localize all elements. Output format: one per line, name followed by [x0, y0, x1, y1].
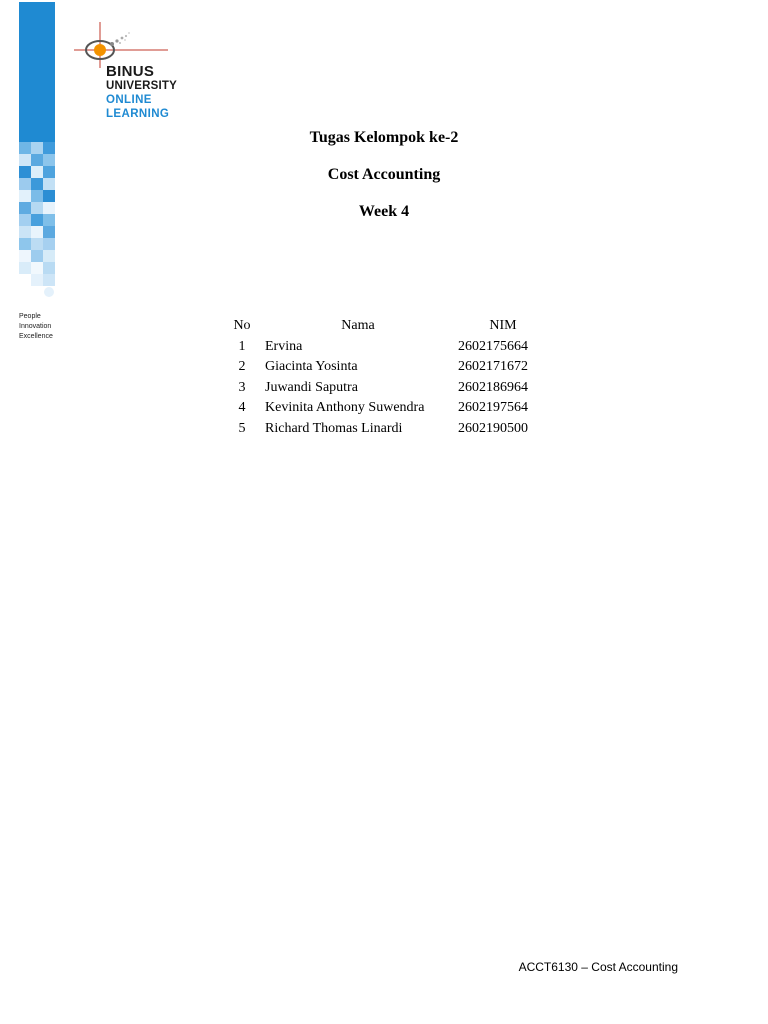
member-name: Giacinta Yosinta — [265, 359, 358, 375]
brand-tagline — [19, 312, 53, 342]
tagline-line-3: Excellence — [19, 333, 53, 340]
tagline-line-1: People — [19, 313, 41, 320]
member-no: 3 — [238, 379, 246, 395]
brand-sidebar-band — [19, 2, 55, 142]
logo-online-text: ONLINE — [106, 94, 152, 106]
logo-binus-text: BINUS — [106, 63, 155, 80]
table-row — [226, 398, 548, 419]
course-title: Cost Accounting — [327, 166, 441, 183]
member-no: 2 — [238, 359, 246, 375]
member-name: Richard Thomas Linardi — [265, 420, 403, 436]
table-row — [226, 378, 548, 399]
member-nim: 2602171672 — [458, 359, 528, 375]
member-no: 4 — [238, 400, 246, 416]
table-header-row — [226, 316, 548, 337]
binus-logo — [72, 20, 182, 125]
table-row — [226, 357, 548, 378]
page-footer-course-code: ACCT6130 – Cost Accounting — [518, 960, 678, 974]
table-row — [226, 419, 548, 440]
logo-learning-text: LEARNING — [106, 108, 170, 120]
member-no: 1 — [238, 338, 246, 354]
table-row — [226, 337, 548, 358]
member-name: Juwandi Saputra — [265, 379, 358, 395]
header-nama: Nama — [341, 318, 375, 334]
tagline-line-2: Innovation — [19, 323, 52, 330]
member-nim: 2602186964 — [458, 379, 528, 395]
member-no: 5 — [238, 420, 246, 436]
member-nim: 2602197564 — [458, 400, 528, 416]
members-table — [226, 316, 548, 439]
binus-logo-wordmark — [106, 65, 177, 121]
week-title: Week 4 — [358, 203, 410, 220]
member-nim: 2602175664 — [458, 338, 528, 354]
assignment-title: Tugas Kelompok ke-2 — [309, 129, 459, 146]
logo-university-text: UNIVERSITY — [106, 80, 178, 92]
member-name: Ervina — [265, 338, 303, 354]
header-nim: NIM — [489, 318, 517, 334]
member-name: Kevinita Anthony Suwendra — [265, 400, 425, 416]
header-no: No — [233, 318, 251, 334]
member-nim: 2602190500 — [458, 420, 528, 436]
